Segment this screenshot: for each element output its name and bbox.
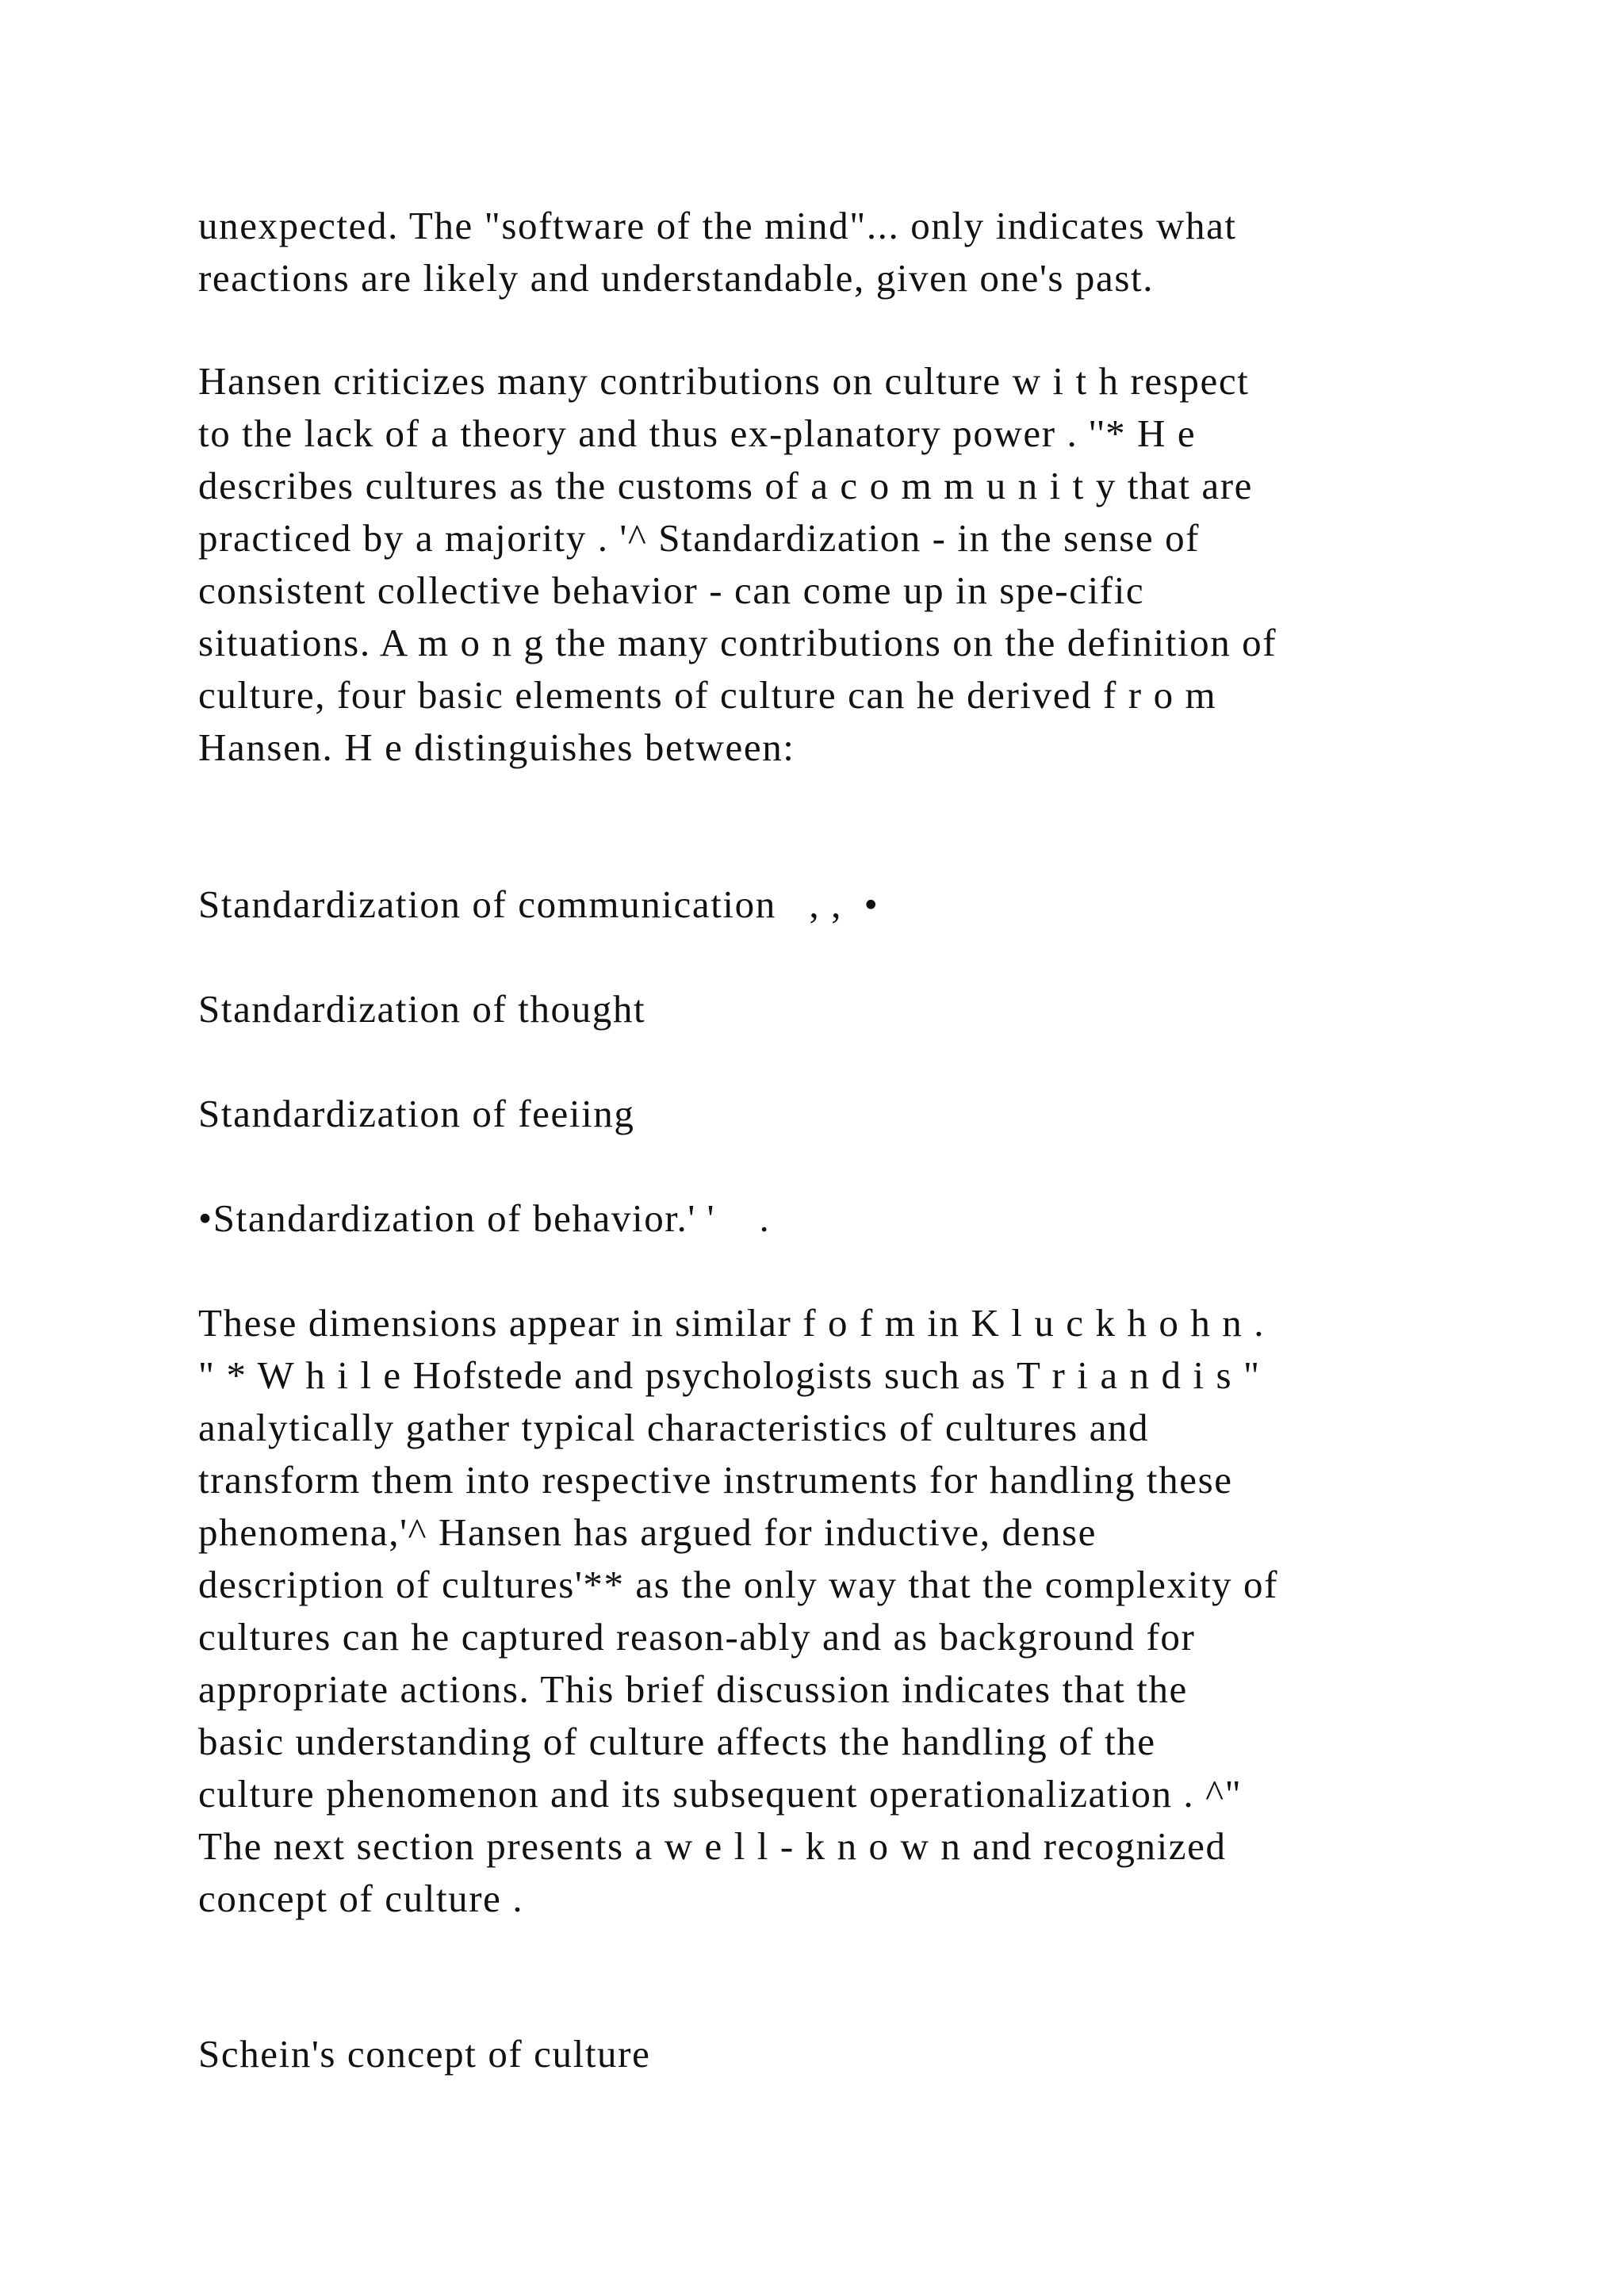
list-item-communication: Standardization of communication , , • xyxy=(198,882,879,926)
paragraph-3-line-7: cultures can he captured reason-ably and as background for xyxy=(198,1615,1196,1659)
paragraph-2-line-1: Hansen criticizes many contributions on culture w i t h respect xyxy=(198,359,1250,403)
paragraph-3-line-6: description of cultures'** as the only way that the complexity of xyxy=(198,1563,1279,1606)
list-item-thought: Standardization of thought xyxy=(198,987,646,1031)
paragraph-2-line-8: Hansen. H e distinguishes between: xyxy=(198,725,795,769)
paragraph-2-line-3: describes cultures as the customs of a c o m m u n i t y that are xyxy=(198,464,1254,507)
paragraph-3-line-12: concept of culture . xyxy=(198,1877,524,1920)
list-item-feeling: Standardization of feeiing xyxy=(198,1092,635,1135)
paragraph-2-line-5: consistent collective behavior - can come up in spe-cific xyxy=(198,568,1145,612)
paragraph-1-line-1: unexpected. The "software of the mind"... only indicates what xyxy=(198,204,1237,247)
paragraph-2-line-4: practiced by a majority . '^ Standardization - in the sense of xyxy=(198,516,1201,560)
paragraph-3-line-9: basic understanding of culture affects the handling of the xyxy=(198,1720,1156,1763)
section-heading: Schein's concept of culture xyxy=(198,2032,651,2076)
paragraph-3-line-3: analytically gather typical characteristics of cultures and xyxy=(198,1406,1150,1449)
paragraph-1-line-2: reactions are likely and understandable, given one's past. xyxy=(198,256,1155,300)
paragraph-3-line-4: transform them into respective instruments for handling these xyxy=(198,1458,1233,1502)
paragraph-3-line-5: phenomena,'^ Hansen has argued for inductive, dense xyxy=(198,1510,1097,1554)
paragraph-2-line-6: situations. A m o n g the many contributions on the definition of xyxy=(198,621,1277,664)
paragraph-3-line-1: These dimensions appear in similar f o f m in K l u c k h o h n . xyxy=(198,1301,1266,1345)
list-item-behavior: •Standardization of behavior.' ' . xyxy=(198,1196,771,1240)
paragraph-3-line-8: appropriate actions. This brief discussion indicates that the xyxy=(198,1667,1188,1711)
paragraph-3-line-10: culture phenomenon and its subsequent operationalization . ^" xyxy=(198,1772,1243,1816)
paragraph-3-line-11: The next section presents a w e l l - k n o w n and recognized xyxy=(198,1824,1227,1868)
paragraph-2-line-7: culture, four basic elements of culture can he derived f r o m xyxy=(198,673,1217,717)
paragraph-2-line-2: to the lack of a theory and thus ex-planatory power . ''* H e xyxy=(198,411,1197,455)
paragraph-3-line-2: " * W h i l e Hofstede and psychologists such as T r i a n d i s " xyxy=(198,1353,1261,1397)
